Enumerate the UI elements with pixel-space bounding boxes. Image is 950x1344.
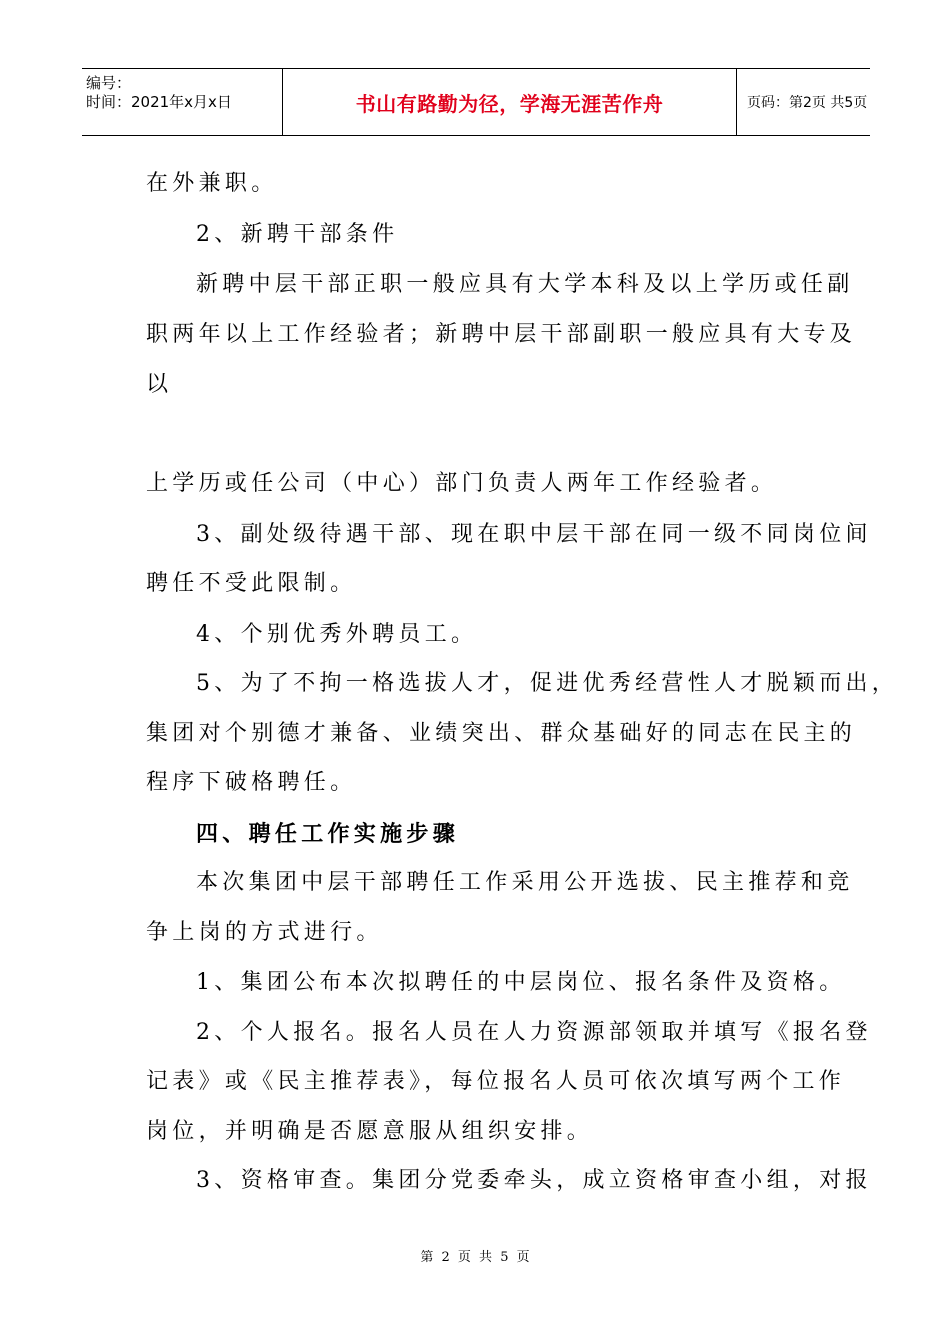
document-date-label: 时间：2021年x月x日 <box>86 93 232 111</box>
header-meta <box>82 69 282 135</box>
body-line: 5、为了不拘一格选拔人才，促进优秀经营性人才脱颖而出， <box>196 671 899 696</box>
body-line: 本次集团中层干部聘任工作采用公开选拔、民主推荐和竞 <box>196 870 854 895</box>
section-heading: 四、聘任工作实施步骤 <box>196 821 460 847</box>
body-line: 职两年以上工作经验者；新聘中层干部副职一般应具有大专及 <box>146 322 857 347</box>
header-page-info: 页码：第2页 共5页 <box>747 95 868 111</box>
body-line: 程序下破格聘任。 <box>146 770 357 795</box>
document-number-label: 编号： <box>86 74 132 92</box>
document-header <box>82 68 870 136</box>
body-line: 2、个人报名。报名人员在人力资源部领取并填写《报名登 <box>196 1020 872 1045</box>
body-line: 1、集团公布本次拟聘任的中层岗位、报名条件及资格。 <box>196 970 846 995</box>
body-line: 争上岗的方式进行。 <box>146 920 383 945</box>
body-line: 上学历或任公司（中心）部门负责人两年工作经验者。 <box>146 471 778 496</box>
body-line: 岗位，并明确是否愿意服从组织安排。 <box>146 1119 594 1144</box>
body-line: 3、资格审查。集团分党委牵头，成立资格审查小组，对报 <box>196 1168 872 1193</box>
header-motto: 书山有路勤为径，学海无涯苦作舟 <box>282 69 737 135</box>
body-line: 集团对个别德才兼备、业绩突出、群众基础好的同志在民主的 <box>146 721 857 746</box>
body-line: 新聘中层干部正职一般应具有大学本科及以上学历或任副 <box>196 272 854 297</box>
body-line: 在外兼职。 <box>146 171 278 196</box>
body-line: 3、副处级待遇干部、现在职中层干部在同一级不同岗位间 <box>196 522 872 547</box>
body-line: 4、个别优秀外聘员工。 <box>196 622 478 647</box>
body-line: 记表》或《民主推荐表》，每位报名人员可依次填写两个工作 <box>146 1069 846 1094</box>
page-footer: 第 2 页 共 5 页 <box>420 1250 530 1265</box>
body-line: 2、新聘干部条件 <box>196 222 399 247</box>
body-line: 以 <box>146 372 173 397</box>
body-line: 聘任不受此限制。 <box>146 571 357 596</box>
